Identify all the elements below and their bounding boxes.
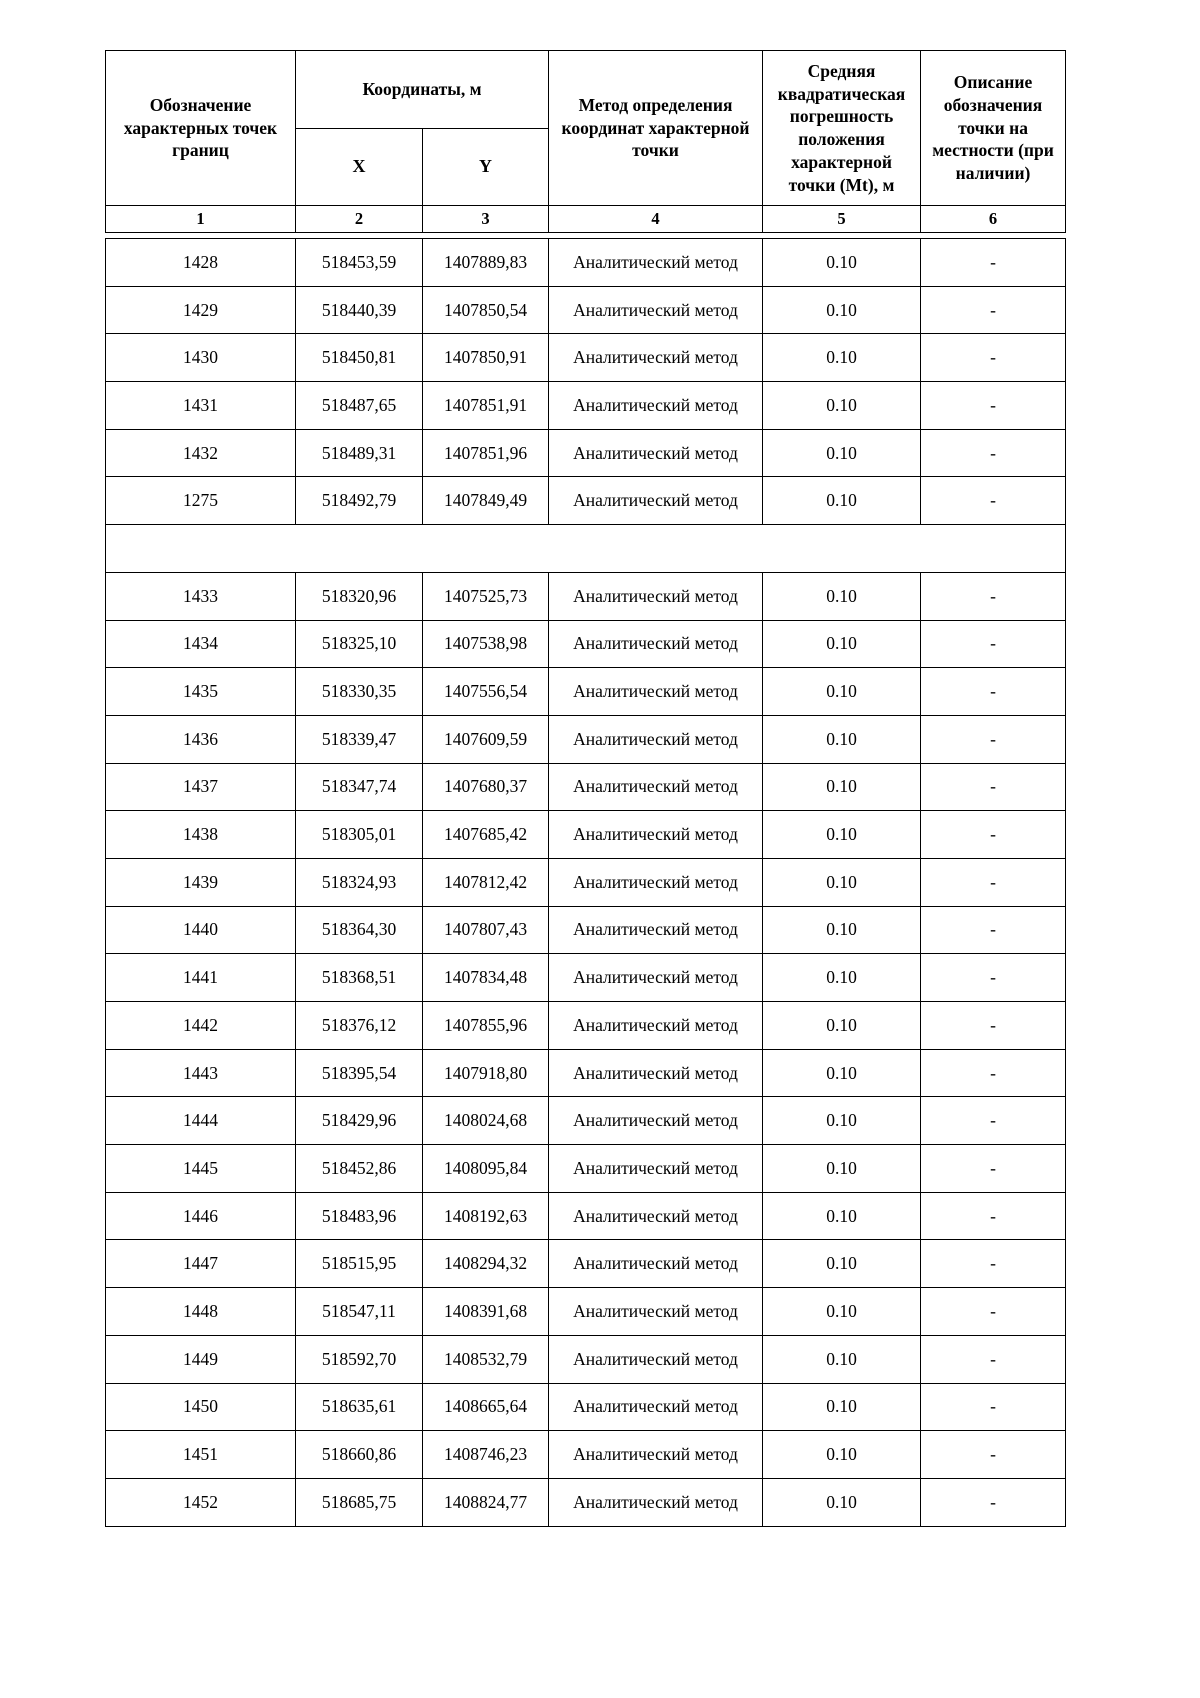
cell-y: 1407850,54 <box>423 286 549 334</box>
cell-y: 1407889,83 <box>423 239 549 287</box>
cell-description: - <box>921 668 1066 716</box>
table-row <box>106 1097 1066 1145</box>
cell-point: 1443 <box>106 1049 296 1097</box>
cell-y: 1407538,98 <box>423 620 549 668</box>
cell-y: 1408095,84 <box>423 1145 549 1193</box>
cell-description: - <box>921 334 1066 382</box>
cell-error: 0.10 <box>763 477 921 525</box>
cell-point: 1430 <box>106 334 296 382</box>
cell-x: 518592,70 <box>296 1335 423 1383</box>
cell-x: 518339,47 <box>296 715 423 763</box>
cell-point: 1448 <box>106 1288 296 1336</box>
cell-description: - <box>921 906 1066 954</box>
header-y: Y <box>423 129 549 206</box>
header-colnum-3: 3 <box>423 206 549 233</box>
cell-point: 1442 <box>106 1002 296 1050</box>
cell-description: - <box>921 620 1066 668</box>
cell-description: - <box>921 1049 1066 1097</box>
cell-error: 0.10 <box>763 382 921 430</box>
cell-point: 1434 <box>106 620 296 668</box>
cell-method: Аналитический метод <box>549 811 763 859</box>
cell-error: 0.10 <box>763 1335 921 1383</box>
cell-method: Аналитический метод <box>549 906 763 954</box>
coordinates-table-body-rows <box>106 239 1066 1527</box>
cell-x: 518305,01 <box>296 811 423 859</box>
header-error: Средняя квадратическая погрешность положения характерной точки (Mt), м <box>763 51 921 206</box>
coordinates-table-header <box>105 50 1066 233</box>
cell-y: 1407685,42 <box>423 811 549 859</box>
cell-point: 1452 <box>106 1478 296 1526</box>
header-colnum-4: 4 <box>549 206 763 233</box>
cell-description: - <box>921 286 1066 334</box>
table-row <box>106 1240 1066 1288</box>
cell-x: 518450,81 <box>296 334 423 382</box>
table-row <box>106 954 1066 1002</box>
header-method: Метод определения координат характерной точки <box>549 51 763 206</box>
cell-y: 1408824,77 <box>423 1478 549 1526</box>
cell-method: Аналитический метод <box>549 334 763 382</box>
cell-point: 1441 <box>106 954 296 1002</box>
cell-x: 518547,11 <box>296 1288 423 1336</box>
cell-method: Аналитический метод <box>549 572 763 620</box>
cell-x: 518685,75 <box>296 1478 423 1526</box>
cell-error: 0.10 <box>763 1240 921 1288</box>
cell-point: 1437 <box>106 763 296 811</box>
cell-method: Аналитический метод <box>549 954 763 1002</box>
header-description: Описание обозначения точки на местности (при наличии) <box>921 51 1066 206</box>
cell-x: 518483,96 <box>296 1192 423 1240</box>
cell-error: 0.10 <box>763 954 921 1002</box>
cell-x: 518325,10 <box>296 620 423 668</box>
cell-description: - <box>921 1145 1066 1193</box>
cell-method: Аналитический метод <box>549 668 763 716</box>
cell-x: 518320,96 <box>296 572 423 620</box>
cell-x: 518635,61 <box>296 1383 423 1431</box>
coordinates-table-body <box>105 238 1066 1527</box>
cell-error: 0.10 <box>763 620 921 668</box>
cell-description: - <box>921 1383 1066 1431</box>
cell-y: 1408532,79 <box>423 1335 549 1383</box>
cell-point: 1435 <box>106 668 296 716</box>
cell-y: 1407812,42 <box>423 858 549 906</box>
cell-error: 0.10 <box>763 334 921 382</box>
cell-method: Аналитический метод <box>549 1097 763 1145</box>
cell-error: 0.10 <box>763 811 921 859</box>
cell-x: 518660,86 <box>296 1431 423 1479</box>
cell-point: 1447 <box>106 1240 296 1288</box>
cell-point: 1439 <box>106 858 296 906</box>
cell-method: Аналитический метод <box>549 429 763 477</box>
cell-y: 1408024,68 <box>423 1097 549 1145</box>
table-row <box>106 1383 1066 1431</box>
cell-description: - <box>921 429 1066 477</box>
cell-point: 1438 <box>106 811 296 859</box>
cell-point: 1446 <box>106 1192 296 1240</box>
table-row <box>106 668 1066 716</box>
cell-x: 518347,74 <box>296 763 423 811</box>
cell-y: 1407680,37 <box>423 763 549 811</box>
cell-error: 0.10 <box>763 668 921 716</box>
header-coordinates-group: Координаты, м <box>296 51 549 129</box>
cell-description: - <box>921 1478 1066 1526</box>
coordinates-table <box>105 50 1065 1527</box>
cell-method: Аналитический метод <box>549 1478 763 1526</box>
cell-description: - <box>921 954 1066 1002</box>
cell-x: 518452,86 <box>296 1145 423 1193</box>
cell-y: 1408665,64 <box>423 1383 549 1431</box>
cell-description: - <box>921 811 1066 859</box>
cell-x: 518324,93 <box>296 858 423 906</box>
cell-method: Аналитический метод <box>549 1145 763 1193</box>
table-row <box>106 763 1066 811</box>
cell-error: 0.10 <box>763 1097 921 1145</box>
cell-method: Аналитический метод <box>549 1240 763 1288</box>
cell-method: Аналитический метод <box>549 715 763 763</box>
table-row <box>106 1192 1066 1240</box>
cell-method: Аналитический метод <box>549 477 763 525</box>
table-row <box>106 239 1066 287</box>
cell-error: 0.10 <box>763 1431 921 1479</box>
cell-method: Аналитический метод <box>549 286 763 334</box>
table-row <box>106 1288 1066 1336</box>
cell-y: 1407851,91 <box>423 382 549 430</box>
cell-description: - <box>921 1192 1066 1240</box>
cell-description: - <box>921 382 1066 430</box>
cell-error: 0.10 <box>763 858 921 906</box>
cell-error: 0.10 <box>763 715 921 763</box>
cell-method: Аналитический метод <box>549 763 763 811</box>
table-row <box>106 1002 1066 1050</box>
cell-description: - <box>921 1431 1066 1479</box>
cell-x: 518492,79 <box>296 477 423 525</box>
cell-method: Аналитический метод <box>549 1335 763 1383</box>
cell-point: 1432 <box>106 429 296 477</box>
cell-description: - <box>921 1335 1066 1383</box>
table-row <box>106 1049 1066 1097</box>
cell-point: 1445 <box>106 1145 296 1193</box>
cell-point: 1428 <box>106 239 296 287</box>
cell-point: 1429 <box>106 286 296 334</box>
cell-method: Аналитический метод <box>549 1192 763 1240</box>
cell-error: 0.10 <box>763 429 921 477</box>
cell-x: 518376,12 <box>296 1002 423 1050</box>
header-colnum-1: 1 <box>106 206 296 233</box>
cell-x: 518368,51 <box>296 954 423 1002</box>
cell-y: 1407609,59 <box>423 715 549 763</box>
table-row <box>106 1431 1066 1479</box>
cell-y: 1407556,54 <box>423 668 549 716</box>
cell-error: 0.10 <box>763 1145 921 1193</box>
cell-x: 518487,65 <box>296 382 423 430</box>
cell-error: 0.10 <box>763 572 921 620</box>
empty-separator-cell <box>106 525 1066 573</box>
cell-x: 518515,95 <box>296 1240 423 1288</box>
cell-method: Аналитический метод <box>549 1002 763 1050</box>
empty-separator-row <box>106 525 1066 573</box>
table-row <box>106 858 1066 906</box>
header-x: X <box>296 129 423 206</box>
header-point-designation: Обозначение характерных точек границ <box>106 51 296 206</box>
cell-y: 1407850,91 <box>423 334 549 382</box>
cell-description: - <box>921 1097 1066 1145</box>
cell-x: 518364,30 <box>296 906 423 954</box>
cell-description: - <box>921 1288 1066 1336</box>
cell-y: 1407834,48 <box>423 954 549 1002</box>
cell-error: 0.10 <box>763 763 921 811</box>
cell-y: 1408192,63 <box>423 1192 549 1240</box>
cell-description: - <box>921 477 1066 525</box>
cell-y: 1407525,73 <box>423 572 549 620</box>
table-row <box>106 1335 1066 1383</box>
cell-error: 0.10 <box>763 1192 921 1240</box>
cell-point: 1451 <box>106 1431 296 1479</box>
cell-error: 0.10 <box>763 239 921 287</box>
table-row <box>106 429 1066 477</box>
cell-point: 1444 <box>106 1097 296 1145</box>
table-row <box>106 334 1066 382</box>
table-row <box>106 1478 1066 1526</box>
table-row <box>106 1145 1066 1193</box>
cell-method: Аналитический метод <box>549 382 763 430</box>
header-colnum-2: 2 <box>296 206 423 233</box>
cell-y: 1407849,49 <box>423 477 549 525</box>
cell-error: 0.10 <box>763 1288 921 1336</box>
cell-error: 0.10 <box>763 906 921 954</box>
cell-point: 1450 <box>106 1383 296 1431</box>
cell-x: 518330,35 <box>296 668 423 716</box>
table-row <box>106 382 1066 430</box>
cell-error: 0.10 <box>763 1478 921 1526</box>
cell-y: 1407855,96 <box>423 1002 549 1050</box>
table-row <box>106 477 1066 525</box>
cell-point: 1433 <box>106 572 296 620</box>
cell-error: 0.10 <box>763 1049 921 1097</box>
cell-method: Аналитический метод <box>549 239 763 287</box>
cell-description: - <box>921 239 1066 287</box>
cell-x: 518453,59 <box>296 239 423 287</box>
table-row <box>106 620 1066 668</box>
cell-point: 1440 <box>106 906 296 954</box>
cell-x: 518395,54 <box>296 1049 423 1097</box>
cell-y: 1407851,96 <box>423 429 549 477</box>
cell-y: 1408746,23 <box>423 1431 549 1479</box>
table-row <box>106 715 1066 763</box>
cell-y: 1407807,43 <box>423 906 549 954</box>
cell-point: 1449 <box>106 1335 296 1383</box>
cell-description: - <box>921 1240 1066 1288</box>
cell-point: 1436 <box>106 715 296 763</box>
cell-description: - <box>921 858 1066 906</box>
cell-description: - <box>921 715 1066 763</box>
cell-description: - <box>921 763 1066 811</box>
cell-error: 0.10 <box>763 1002 921 1050</box>
table-row <box>106 572 1066 620</box>
header-colnum-5: 5 <box>763 206 921 233</box>
table-row <box>106 286 1066 334</box>
cell-y: 1408391,68 <box>423 1288 549 1336</box>
cell-error: 0.10 <box>763 1383 921 1431</box>
cell-y: 1408294,32 <box>423 1240 549 1288</box>
cell-method: Аналитический метод <box>549 1431 763 1479</box>
header-colnum-6: 6 <box>921 206 1066 233</box>
cell-method: Аналитический метод <box>549 1288 763 1336</box>
cell-y: 1407918,80 <box>423 1049 549 1097</box>
cell-method: Аналитический метод <box>549 620 763 668</box>
table-row <box>106 906 1066 954</box>
cell-method: Аналитический метод <box>549 1383 763 1431</box>
cell-x: 518440,39 <box>296 286 423 334</box>
table-row <box>106 811 1066 859</box>
cell-point: 1431 <box>106 382 296 430</box>
cell-description: - <box>921 572 1066 620</box>
cell-method: Аналитический метод <box>549 858 763 906</box>
cell-x: 518489,31 <box>296 429 423 477</box>
cell-x: 518429,96 <box>296 1097 423 1145</box>
cell-point: 1275 <box>106 477 296 525</box>
cell-method: Аналитический метод <box>549 1049 763 1097</box>
cell-description: - <box>921 1002 1066 1050</box>
cell-error: 0.10 <box>763 286 921 334</box>
